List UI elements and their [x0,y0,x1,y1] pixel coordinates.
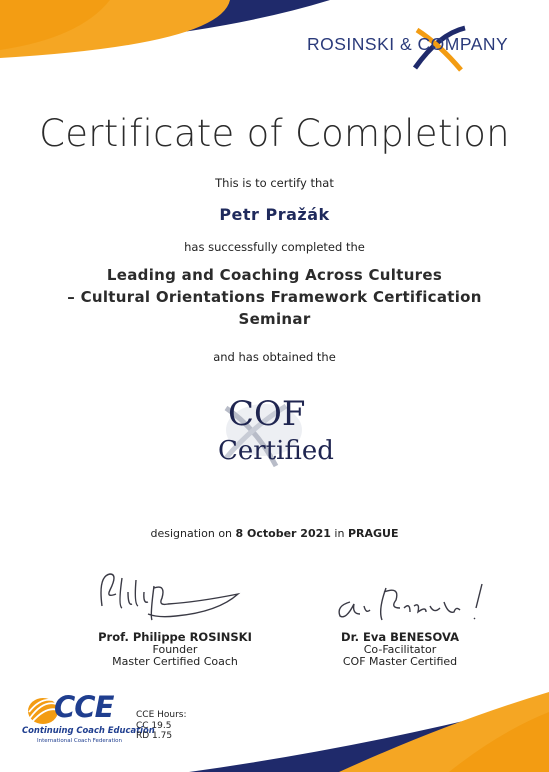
designation-place: PRAGUE [347,527,399,540]
course-line-2: – Cultural Orientations Framework Certification [67,288,482,306]
badge-certified-text: Certified [218,436,334,466]
company-logo [305,24,535,74]
designation-prefix: designation on [150,527,233,540]
signature-rosinski [88,566,253,626]
cce-subtitle: Continuing Coach Education [22,725,155,735]
signer-2-role: Co-Facilitator [363,642,437,656]
company-logo-text: ROSINSKI & COMPANY [307,34,509,54]
corner-decoration-bottom [189,692,549,772]
signature-benesova [330,580,495,628]
signer-benesova [300,631,500,669]
corner-decoration-top [0,0,330,60]
course-line-1: Leading and Coaching Across Cultures [106,266,443,284]
cce-hours-label: CCE Hours: [136,710,187,720]
designation-in: in [334,527,345,540]
course-line-3: Seminar [238,310,311,328]
signer-1-role: Founder [152,642,198,656]
signer-rosinski [60,631,290,669]
signer-2-name: Dr. Eva BENESOVA [341,630,459,644]
completed-line: has successfully completed the [184,240,365,254]
signer-1-name: Prof. Philippe ROSINSKI [98,630,252,644]
cce-hours-cc: CC 19.5 [136,720,172,731]
course-title [40,264,509,330]
cce-logo-text: CCE [54,690,114,724]
signer-1-title: Master Certified Coach [112,655,238,668]
cce-hours-rd: RD 1.75 [136,731,173,741]
cce-hours [136,710,187,742]
certificate-title: Certificate of Completion [39,112,510,155]
obtained-line: and has obtained the [213,350,336,364]
recipient-name: Petr Pražák [219,205,330,224]
cof-certified-badge [206,388,346,488]
designation-line [0,527,549,540]
certify-line: This is to certify that [215,176,334,190]
cce-org: International Coach Federation [37,738,122,744]
signer-2-title: COF Master Certified [342,655,458,668]
designation-date: 8 October 2021 [235,527,331,540]
badge-cof-text: COF [228,394,306,434]
